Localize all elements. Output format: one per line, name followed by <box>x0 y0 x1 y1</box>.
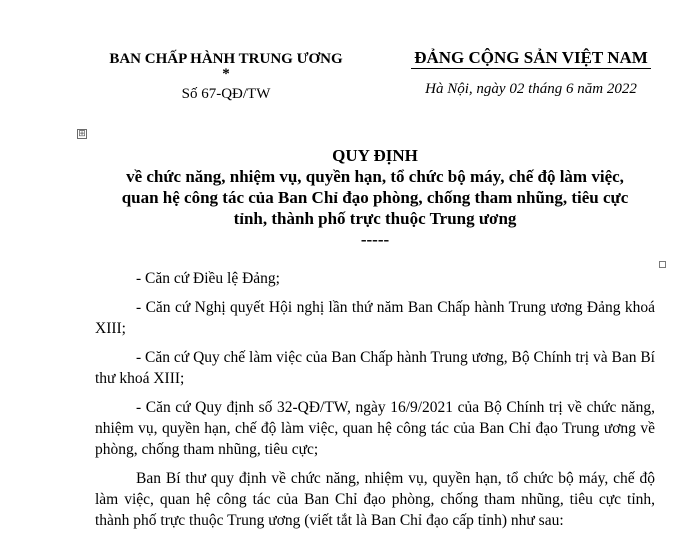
preamble-paragraph: Ban Bí thư quy định về chức năng, nhiệm vụ, quyền hạn, tổ chức bộ máy, chế độ làm việc, quan hệ công tác của Ban Chỉ đạo phòng, chống tham nhũng, tiêu cực tỉnh, thành phố trực thuộc Trung ương (viết tắt là Ban Chỉ đạo cấp tỉnh) như sau: <box>95 470 655 529</box>
document-body <box>95 268 655 539</box>
regulation-title-block <box>90 145 660 250</box>
title-separator: ----- <box>360 230 390 249</box>
preamble-paragraph: - Căn cứ Nghị quyết Hội nghị lần thứ năm Ban Chấp hành Trung ương Đảng khoá XIII; <box>95 299 655 337</box>
regulation-subtitle-line-3: tỉnh, thành phố trực thuộc Trung ương <box>233 209 517 228</box>
party-name: ĐẢNG CỘNG SẢN VIỆT NAM <box>414 48 648 67</box>
table-move-handle-icon[interactable]: ⊞ <box>78 129 86 139</box>
preamble-paragraph: - Căn cứ Điều lệ Đảng; <box>136 270 280 287</box>
preamble-paragraph: - Căn cứ Quy định số 32-QĐ/TW, ngày 16/9/2021 của Bộ Chính trị về chức năng, nhiệm vụ, quyền hạn, chế độ làm việc, quan hệ công tác của Ban Chỉ đạo Trung ương về phòng, chống tham nhũng, tiêu cực; <box>95 399 655 458</box>
place-and-date: Hà Nội, ngày 02 tháng 6 năm 2022 <box>425 81 637 97</box>
document-number: Số 67-QĐ/TW <box>181 86 271 102</box>
regulation-subtitle-line-1: về chức năng, nhiệm vụ, quyền hạn, tổ chức bộ máy, chế độ làm việc, <box>126 167 624 186</box>
party-header-block <box>400 48 662 99</box>
issuing-body-name: BAN CHẤP HÀNH TRUNG ƯƠNG <box>109 51 343 67</box>
star-mark: * <box>222 66 230 82</box>
table-resize-handle-icon[interactable] <box>659 261 666 268</box>
preamble-paragraph: - Căn cứ Quy chế làm việc của Ban Chấp hành Trung ương, Bộ Chính trị và Ban Bí thư khoá XIII; <box>95 349 655 387</box>
party-name-underline <box>411 68 651 69</box>
regulation-subtitle-line-2: quan hệ công tác của Ban Chỉ đạo phòng, chống tham nhũng, tiêu cực <box>121 188 629 207</box>
issuing-body-block <box>90 50 362 106</box>
regulation-title: QUY ĐỊNH <box>332 146 418 165</box>
